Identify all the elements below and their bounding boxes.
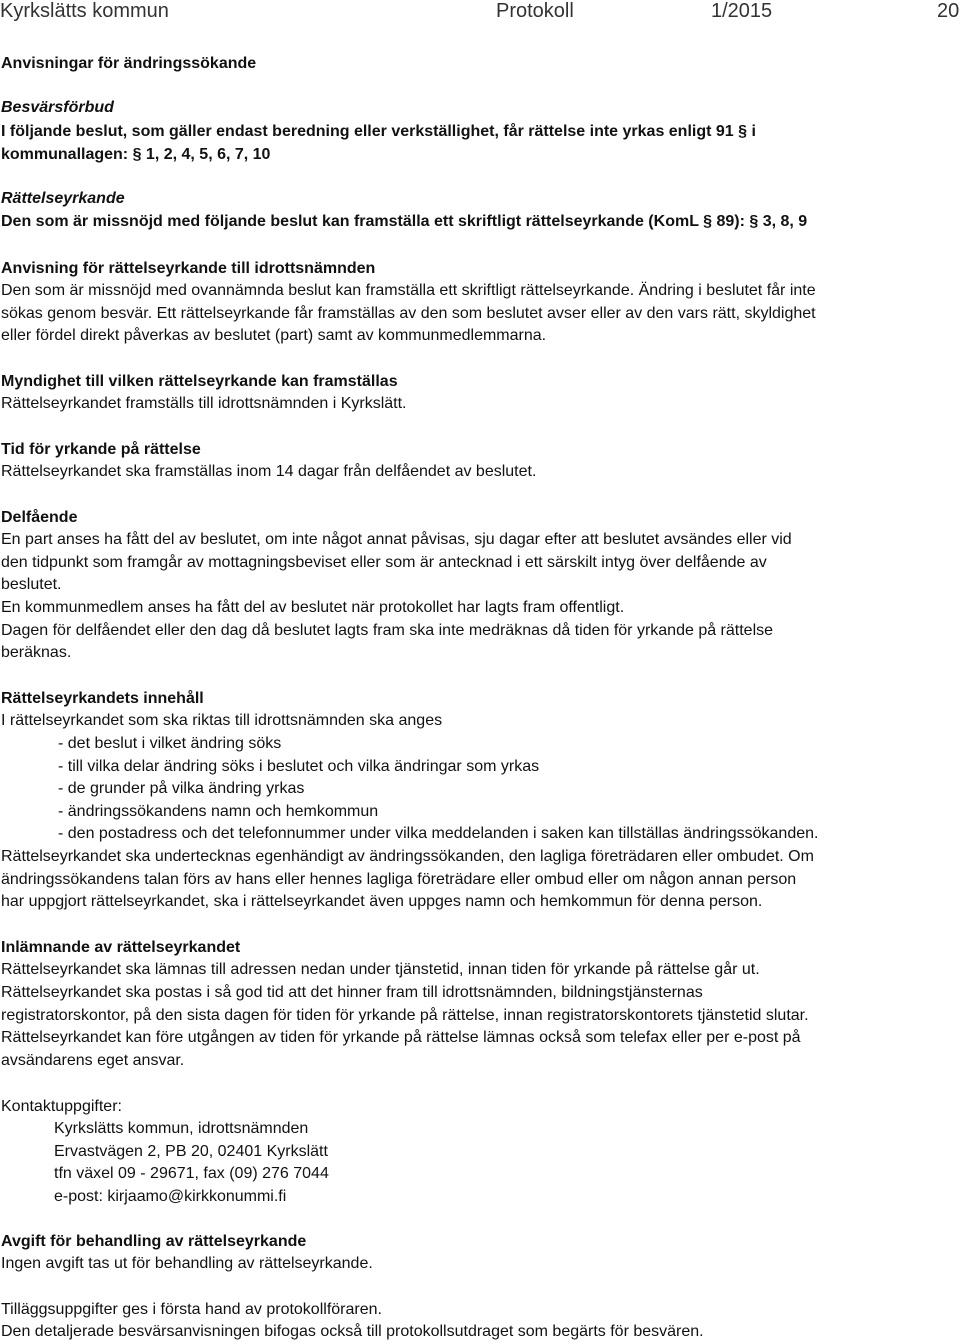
list-item: - den postadress och det telefonnummer under vilka meddelanden i saken kan tillställas ändringssökanden.: [58, 825, 819, 842]
header-municipality: Kyrkslätts kommun: [0, 0, 169, 22]
kontakt-heading: Kontaktuppgifter:: [1, 1098, 122, 1115]
anvisning-line-1: Den som är missnöjd med ovannämnda beslut kan framställa ett skriftligt rättelseyrkande. Ändring i beslutet får inte: [1, 282, 816, 299]
inlamnande-line-1: Rättelseyrkandet ska lämnas till adressen nedan under tjänstetid, innan tiden för yrkande på rättelse går ut.: [1, 961, 760, 978]
rattelseyrkande-heading: Rättelseyrkande: [1, 190, 125, 207]
inlamnande-heading: Inlämnande av rättelseyrkandet: [1, 939, 241, 956]
kontakt-line: tfn växel 09 - 29671, fax (09) 276 7044: [54, 1165, 329, 1182]
inlamnande-line-3: registratorskontor, på den sista dagen för tiden för yrkande på rättelse, innan registratorskontorets tjänstetid slutar.: [1, 1007, 809, 1024]
list-item: - det beslut i vilket ändring söks: [58, 735, 282, 752]
tid-line-1: Rättelseyrkandet ska framställas inom 14 dagar från delfåendet av beslutet.: [1, 463, 537, 480]
innehall-intro: I rättelseyrkandet som ska riktas till idrottsnämnden ska anges: [1, 712, 443, 729]
delfaende-line-3: beslutet.: [1, 576, 62, 593]
innehall-line-1: Rättelseyrkandet ska undertecknas egenhändigt av ändringssökanden, den lagliga företrädaren eller ombudet. Om: [1, 848, 814, 865]
tillagg-line-1: Tilläggsuppgifter ges i första hand av protokollföraren.: [1, 1301, 382, 1318]
list-item: - till vilka delar ändring söks i beslutet och vilka ändringar som yrkas: [58, 758, 540, 775]
anvisning-line-2: sökas genom besvär. Ett rättelseyrkande får framställas av den som beslutet avser eller av den vars rätt, skyldighet: [1, 305, 816, 322]
avgift-line-1: Ingen avgift tas ut för behandling av rättelseyrkande.: [1, 1255, 373, 1272]
tillagg-line-2: Den detaljerade besvärsanvisningen bifogas också till protokollsutdraget som begärts för besvären.: [1, 1323, 704, 1340]
inlamnande-line-2: Rättelseyrkandet ska postas i så god tid att det hinner fram till idrottsnämnden, bildningstjänsternas: [1, 984, 703, 1001]
delfaende-line-2: den tidpunkt som framgår av mottagningsbeviset eller som är antecknad i ett särskilt intyg över delfående av: [1, 554, 767, 571]
innehall-heading: Rättelseyrkandets innehåll: [1, 690, 204, 707]
besvarsforbud-line-2: kommunallagen: § 1, 2, 4, 5, 6, 7, 10: [1, 146, 271, 163]
myndighet-heading: Myndighet till vilken rättelseyrkande kan framställas: [1, 373, 398, 390]
kontakt-line: Kyrkslätts kommun, idrottsnämnden: [54, 1120, 309, 1137]
tid-heading: Tid för yrkande på rättelse: [1, 441, 201, 458]
besvarsforbud-line-1: I följande beslut, som gäller endast beredning eller verkställighet, får rättelse inte yrkas enligt 91 § i: [1, 123, 756, 140]
myndighet-line-1: Rättelseyrkandet framställs till idrottsnämnden i Kyrkslätt.: [1, 395, 407, 412]
delfaende-heading: Delfående: [1, 509, 78, 526]
avgift-heading: Avgift för behandling av rättelseyrkande: [1, 1233, 307, 1250]
page-title: Anvisningar för ändringssökande: [1, 55, 257, 72]
header-protocol-number: 1/2015: [711, 0, 773, 22]
besvarsforbud-heading: Besvärsförbud: [1, 99, 114, 116]
kontakt-line: Ervastvägen 2, PB 20, 02401 Kyrkslätt: [54, 1143, 328, 1160]
header-doc-type: Protokoll: [496, 0, 574, 22]
list-item: - de grunder på vilka ändring yrkas: [58, 780, 305, 797]
rattelseyrkande-line-1: Den som är missnöjd med följande beslut kan framställa ett skriftligt rättelseyrkande (KomL § 89): § 3, 8, 9: [1, 213, 808, 230]
delfaende-line-4: En kommunmedlem anses ha fått del av beslutet när protokollet har lagts fram offentligt.: [1, 599, 625, 616]
delfaende-line-6: beräknas.: [1, 644, 72, 661]
innehall-line-3: har uppgjort rättelseyrkandet, ska i rättelseyrkandet även uppges namn och hemkommun för denna person.: [1, 893, 763, 910]
kontakt-email: e-post: kirjaamo@kirkkonummi.fi: [54, 1188, 287, 1205]
anvisning-heading: Anvisning för rättelseyrkande till idrottsnämnden: [1, 260, 376, 277]
inlamnande-line-4: Rättelseyrkandet kan före utgången av tiden för yrkande på rättelse lämnas också som telefax eller per e-post på: [1, 1029, 801, 1046]
delfaende-line-5: Dagen för delfåendet eller den dag då beslutet lagts fram ska inte medräknas då tiden för yrkande på rättelse: [1, 622, 774, 639]
inlamnande-line-5: avsändarens eget ansvar.: [1, 1052, 185, 1069]
header-page-number: 20: [937, 0, 960, 22]
list-item: - ändringssökandens namn och hemkommun: [58, 803, 379, 820]
anvisning-line-3: eller fördel direkt påverkas av beslutet (part) samt av kommunmedlemmarna.: [1, 327, 547, 344]
innehall-line-2: ändringssökandens talan förs av hans eller hennes lagliga företrädare eller ombud eller om någon annan person: [1, 871, 797, 888]
delfaende-line-1: En part anses ha fått del av beslutet, om inte något annat påvisas, sju dagar efter att beslutet avsändes eller vid: [1, 531, 792, 548]
